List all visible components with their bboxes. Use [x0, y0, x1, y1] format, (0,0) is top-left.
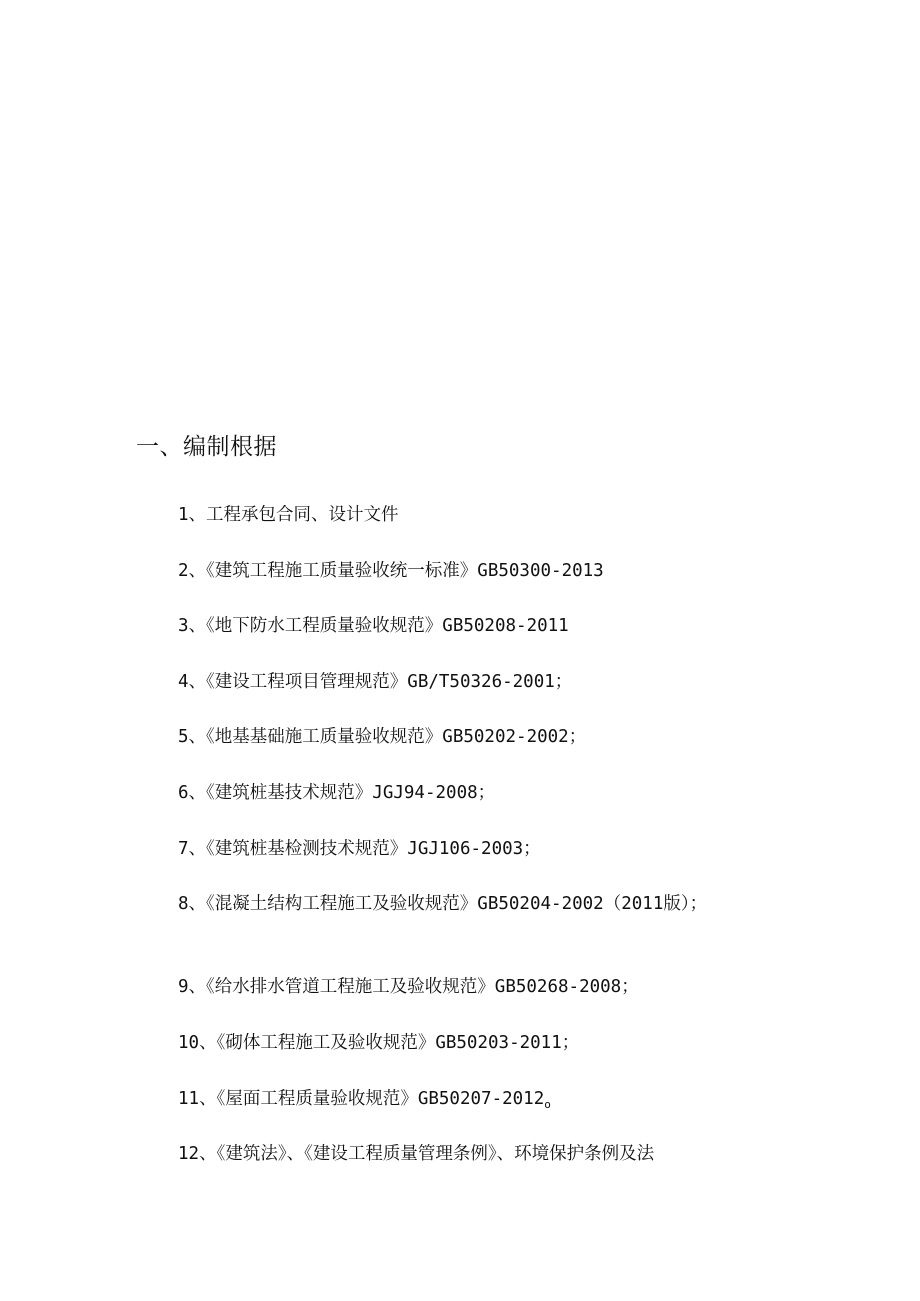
section-heading: 一、编制根据 — [136, 434, 277, 460]
list-item-text: 11、《屋面工程质量验收规范》GB50207-2012 — [178, 1089, 545, 1109]
list-item-suffix: o — [544, 1098, 551, 1111]
list-item-text: 12、《建筑法》、《建设工程质量管理条例》、环境保护条例及法 — [178, 1144, 655, 1164]
list-item-text: 7、《建筑桩基检测技术规范》JGJ106-2003； — [178, 839, 541, 859]
list-item-text: 9、《给水排水管道工程施工及验收规范》GB50268-2008； — [178, 977, 639, 997]
list-item — [136, 1028, 746, 1059]
list-item-text: 3、《地下防水工程质量验收规范》GB50208-2011 — [178, 616, 569, 636]
list-item-text: 10、《砌体工程施工及验收规范》GB50203-2011； — [178, 1033, 580, 1053]
list-item — [136, 889, 736, 920]
list-item — [136, 500, 746, 531]
list-item-text: 1、工程承包合同、设计文件 — [178, 505, 399, 525]
list-item — [136, 1139, 746, 1170]
list-item — [136, 778, 746, 809]
list-item — [136, 611, 746, 642]
list-item-text: 5、《地基基础施工质量验收规范》GB50202-2002； — [178, 727, 587, 747]
list-item-text: 8、《混凝土结构工程施工及验收规范》GB50204-2002（2011版）； — [178, 894, 708, 914]
list-item-text: 4、《建设工程项目管理规范》GB/T50326-2001； — [178, 672, 573, 692]
list-item — [136, 834, 746, 865]
list-item-text: 6、《建筑桩基技术规范》JGJ94-2008； — [178, 783, 496, 803]
list-item — [136, 667, 746, 698]
list-item-text: 2、《建筑工程施工质量验收统一标准》GB50300-2013 — [178, 561, 604, 581]
list-item — [136, 556, 746, 587]
list-item — [136, 972, 746, 1003]
list-item — [136, 1084, 746, 1120]
list-item — [136, 722, 746, 753]
